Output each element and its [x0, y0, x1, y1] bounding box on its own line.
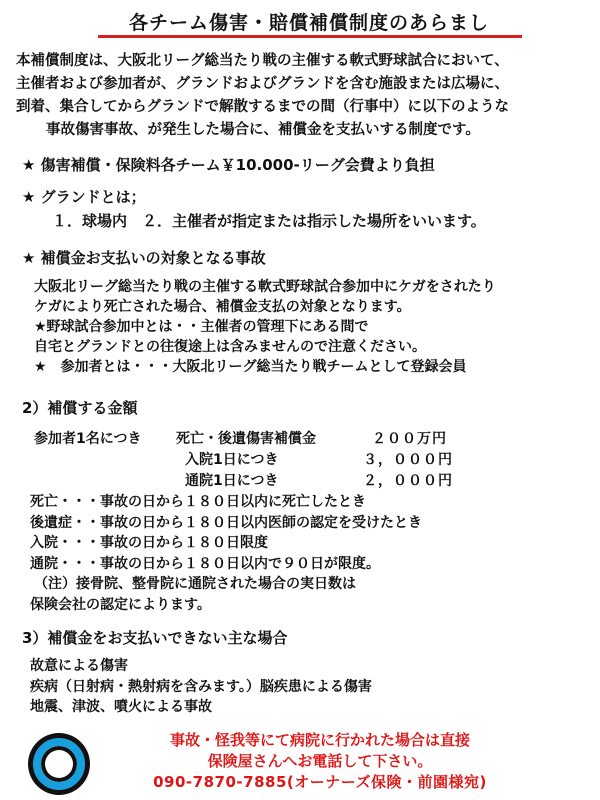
coverage-line: ★ 参加者とは・・・大阪北リーグ総当たり戦チームとして登録会員	[34, 359, 467, 375]
intro-paragraph	[16, 50, 509, 142]
intro-line: 到着、集合してからグランドで解散するまでの間（行事中）に以下のような	[16, 99, 509, 115]
coverage-line: ケガにより死亡された場合、補償金支払の対象となります。	[34, 299, 411, 315]
note-line: 入院・・・事故の日から１８０日限度	[30, 535, 268, 551]
intro-line: 本補償制度は、大阪北リーグ総当たり戦の主催する軟式野球試合において、	[16, 53, 509, 69]
note-line: 死亡・・・事故の日から１８０日以内に死亡したとき	[30, 494, 366, 510]
title-underline	[98, 35, 522, 38]
outpatient-amount: ２，０００円	[363, 473, 453, 489]
exclusion-line: 故意による傷害	[30, 658, 128, 674]
page-title: 各チーム傷害・賠償補償制度のあらまし	[128, 12, 489, 34]
note-line: 通院・・・事故の日から１８０日以内で９０日が限度。	[30, 555, 380, 572]
coverage-details	[34, 277, 496, 377]
amount-notes	[30, 492, 422, 615]
exclusion-heading: 3）補償金をお支払いできない主な場合	[22, 629, 288, 647]
ring-emblem-icon	[33, 738, 85, 790]
exclusion-list	[30, 656, 372, 718]
ground-heading: ★ グランドとは；	[22, 188, 146, 206]
intro-line: 主催者および参加者が、グランドおよびグランドを含む施設または広場に、	[16, 76, 509, 92]
exclusion-line: 地震、津波、噴火による事故	[30, 699, 212, 715]
amount-heading: 2）補償する金額	[22, 399, 138, 417]
hospital-label: 入院1日につき	[185, 452, 279, 468]
death-disability-amount: ２００万円	[372, 431, 447, 447]
exclusion-line: 疾病（日射病・熱射病を含みます。）脳疾患による傷害	[30, 678, 372, 695]
hospital-amount: ３，０００円	[363, 452, 453, 468]
contact-notice	[110, 730, 530, 793]
note-line: 後遺症・・事故の日から１８０日以内医師の認定を受けたとき	[30, 514, 422, 531]
contact-line: 事故・怪我等にて病院に行かれた場合は直接	[169, 731, 470, 749]
premium-item: ★ 傷害補償・保険料各チーム￥10.000-リーグ会費より負担	[22, 156, 435, 174]
coverage-line: ★野球試合参加中とは・・主催者の管理下にある間で	[34, 319, 369, 335]
per-person-label: 参加者1名につき	[34, 431, 142, 447]
outpatient-label: 通院1日につき	[185, 473, 279, 489]
death-disability-label: 死亡・後遺傷害補償金	[176, 431, 316, 447]
intro-line: 事故傷害事故、が発生した場合に、補償金を支払いする制度です。	[46, 122, 480, 138]
coverage-heading: ★ 補償金お支払いの対象となる事故	[22, 249, 266, 267]
contact-line: 保険屋さんへお電話して下さい。	[207, 752, 433, 770]
coverage-line: 大阪北リーグ総当たり戦の主催する軟式野球試合参加中にケガをされたり	[34, 279, 496, 295]
note-line: （注）接骨院、整骨院に通院された場合の実日数は	[34, 576, 356, 592]
ground-detail: １．球場内 ２．主催者が指定または指示した場所をいいます。	[52, 212, 486, 230]
contact-phone: 090-7870-7885(オーナーズ保険・前園様宛)	[153, 773, 487, 791]
note-line: 保険会社の認定によります。	[30, 596, 211, 613]
coverage-line: 自宅とグランドとの往復途上は含みませんので注意ください。	[34, 339, 426, 355]
